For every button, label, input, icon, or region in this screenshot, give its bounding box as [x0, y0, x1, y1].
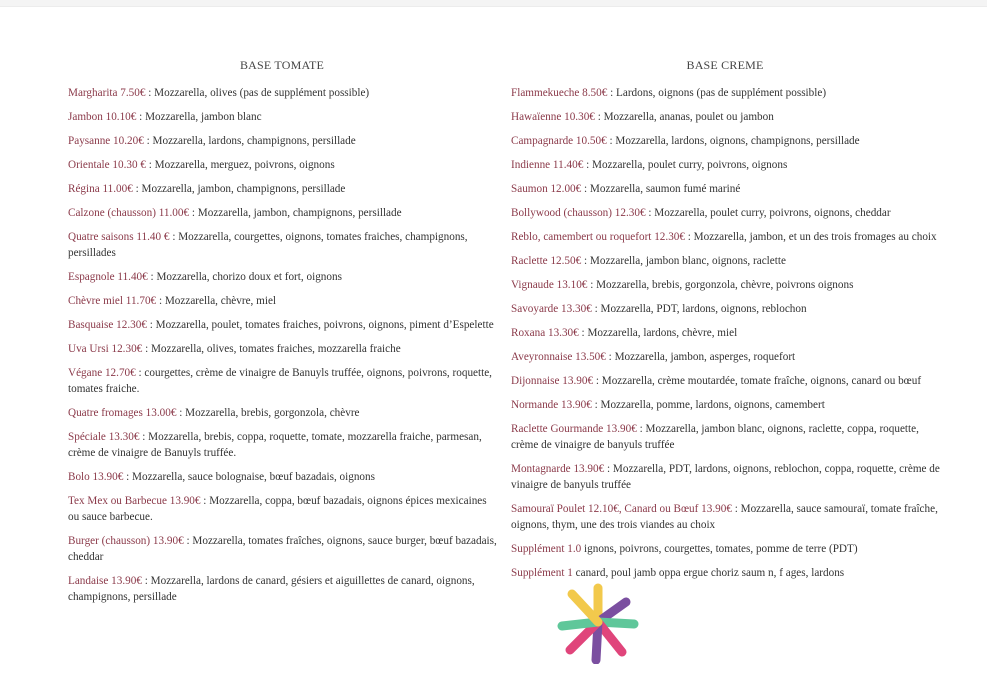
menu-item-name: Margharita 7.50€ — [68, 87, 146, 99]
menu-item — [68, 181, 500, 197]
menu-item-name: Dijonnaise 13.90€ — [511, 375, 594, 387]
menu-item — [68, 157, 500, 173]
menu-item-description: : Mozzarella, saumon fumé mariné — [581, 183, 741, 195]
menu-item-description: : Mozzarella, courgettes, oignons, tomates fraiches, champignons, persillades — [68, 231, 468, 259]
section-title-base-tomate: BASE TOMATE — [239, 58, 325, 72]
menu-item-name: Hawaïenne 10.30€ — [511, 111, 595, 123]
menu-item-description: : Mozzarella, poulet curry, poivrons, oignons — [583, 159, 788, 171]
menu-item-name: Calzone (chausson) 11.00€ — [68, 207, 190, 219]
menu-column-base-creme — [511, 58, 943, 589]
menu-item-description: : Mozzarella, crème moutardée, tomate fraîche, oignons, canard ou bœuf — [593, 375, 922, 387]
menu-item — [68, 493, 500, 525]
pizza-list-tomate — [68, 85, 500, 605]
menu-item-description: : Mozzarella, jambon blanc, oignons, raclette, coppa, roquette, crème de vinaigre de banyuls truffée — [511, 423, 919, 451]
menu-item-description: : Mozzarella, PDT, lardons, oignons, reblochon — [591, 303, 807, 315]
menu-item-description: : Mozzarella, olives (pas de supplément possible) — [145, 87, 370, 99]
menu-item — [68, 229, 500, 261]
menu-item — [68, 429, 500, 461]
menu-item — [68, 205, 500, 221]
menu-item-name: Quatre saisons 11.40 € — [68, 231, 170, 243]
menu-item-name: Chèvre miel 11.70€ — [68, 295, 157, 307]
menu-item-name: Raclette 12.50€ — [511, 255, 582, 267]
menu-item-name: Bolo 13.90€ — [68, 471, 124, 483]
menu-item-description: : Mozzarella, sauce bolognaise, bœuf bazadais, oignons — [123, 471, 375, 483]
pizza-list-creme — [511, 85, 943, 581]
menu-item — [511, 501, 943, 533]
menu-item — [68, 341, 500, 357]
menu-item-description: : Mozzarella, lardons de canard, gésiers et aiguillettes de canard, oignons, champignons, persillade — [68, 575, 475, 603]
menu-item — [511, 109, 943, 125]
menu-item-name: Samouraï Poulet 12.10€, Canard ou Bœuf 13.90€ — [511, 503, 732, 515]
menu-item-name: Montagnarde 13.90€ — [511, 463, 605, 475]
menu-item — [511, 421, 943, 453]
menu-item-description: : Mozzarella, tomates fraîches, oignons, sauce burger, bœuf bazadais, cheddar — [68, 535, 497, 563]
menu-item — [68, 85, 500, 101]
menu-item-name: Jambon 10.10€ — [68, 111, 137, 123]
menu-item-description: : Mozzarella, pomme, lardons, oignons, camembert — [591, 399, 825, 411]
menu-item-name: Indienne 11.40€ — [511, 159, 584, 171]
menu-item-description: : Mozzarella, jambon, asperges, roquefort — [605, 351, 796, 363]
menu-item-description: : Mozzarella, brebis, gorgonzola, chèvre, poivrons oignons — [587, 279, 854, 291]
menu-item-description: : courgettes, crème de vinaigre de Banuyls truffée, oignons, poivrons, roquette, tomates fraiche. — [68, 367, 492, 395]
menu-item-description: : Mozzarella, ananas, poulet ou jambon — [594, 111, 774, 123]
menu-item-name: Savoyarde 13.30€ — [511, 303, 592, 315]
menu-item-description: : Mozzarella, olives, tomates fraiches, mozzarella fraiche — [142, 343, 401, 355]
menu-item-name: Landaise 13.90€ — [68, 575, 142, 587]
menu-item — [68, 269, 500, 285]
menu-item-name: Raclette Gourmande 13.90€ — [511, 423, 637, 435]
menu-item-description: canard, poul jamb oppa ergue choriz saum n, f ages, lardons — [572, 567, 845, 579]
menu-item-name: Flammekueche 8.50€ — [511, 87, 608, 99]
menu-item-description: : Mozzarella, lardons, chèvre, miel — [578, 327, 738, 339]
menu-item-description: : Mozzarella, chorizo doux et fort, oignons — [147, 271, 342, 283]
menu-item-description: : Mozzarella, PDT, lardons, oignons, reblochon, coppa, roquette, crème de vinaigre de banyuls truffée — [511, 463, 940, 491]
menu-item-name: Aveyronnaise 13.50€ — [511, 351, 606, 363]
menu-item-description: : Mozzarella, coppa, bœuf bazadais, oignons épices mexicaines ou sauce barbecue. — [68, 495, 487, 523]
menu-item-name: Quatre fromages 13.00€ — [68, 407, 177, 419]
menu-item-name: Campagnarde 10.50€ — [511, 135, 607, 147]
menu-item — [511, 229, 943, 245]
menu-item — [511, 277, 943, 293]
menu-item-description: : Lardons, oignons (pas de supplément possible) — [607, 87, 827, 99]
menu-item-name: Spéciale 13.30€ — [68, 431, 140, 443]
menu-item-description: : Mozzarella, jambon blanc — [136, 111, 262, 123]
menu-item-description: : Mozzarella, poulet, tomates fraiches, poivrons, oignons, piment d’Espelette — [146, 319, 494, 331]
menu-item — [511, 565, 943, 581]
menu-item — [68, 405, 500, 421]
menu-column-base-tomate — [68, 58, 500, 613]
menu-item-description: : Mozzarella, brebis, gorgonzola, chèvre — [176, 407, 360, 419]
menu-item-name: Roxana 13.30€ — [511, 327, 579, 339]
menu-item-name: Burger (chausson) 13.90€ — [68, 535, 184, 547]
menu-item — [68, 533, 500, 565]
menu-item — [511, 133, 943, 149]
menu-item-description: : Mozzarella, lardons, champignons, persillade — [143, 135, 356, 147]
menu-item-description: : Mozzarella, jambon, et un des trois fromages au choix — [684, 231, 937, 243]
menu-item-name: Uva Ursi 12.30€ — [68, 343, 143, 355]
page-top-edge — [0, 0, 987, 7]
menu-item-name: Orientale 10.30 € — [68, 159, 146, 171]
menu-item — [511, 349, 943, 365]
menu-item-description: : Mozzarella, chèvre, miel — [156, 295, 277, 307]
menu-item — [511, 205, 943, 221]
menu-item — [68, 573, 500, 605]
menu-item-name: Paysanne 10.20€ — [68, 135, 144, 147]
menu-item-description: : Mozzarella, jambon blanc, oignons, raclette — [581, 255, 786, 267]
menu-item-name: Supplément 1 — [511, 567, 573, 579]
menu-item-description: : Mozzarella, jambon, champignons, persillade — [132, 183, 346, 195]
section-title-base-creme: BASE CREME — [686, 58, 764, 72]
menu-item-name: Vignaude 13.10€ — [511, 279, 588, 291]
menu-item-name: Tex Mex ou Barbecue 13.90€ — [68, 495, 201, 507]
menu-item-name: Reblo, camembert ou roquefort 12.30€ — [511, 231, 685, 243]
menu-item — [511, 301, 943, 317]
menu-item — [511, 461, 943, 493]
menu-item-description: ignons, poivrons, courgettes, tomates, pomme de terre (PDT) — [581, 543, 858, 555]
menu-item-name: Espagnole 11.40€ — [68, 271, 148, 283]
menu-item-name: Végane 12.70€ — [68, 367, 136, 379]
menu-item — [68, 293, 500, 309]
menu-item — [511, 85, 943, 101]
menu-item-description: : Mozzarella, jambon, champignons, persillade — [189, 207, 402, 219]
menu-item — [511, 325, 943, 341]
menu-item — [511, 541, 943, 557]
menu-item-name: Basquaise 12.30€ — [68, 319, 147, 331]
menu-item — [68, 469, 500, 485]
menu-item-description: : Mozzarella, poulet curry, poivrons, oignons, cheddar — [645, 207, 891, 219]
menu-item — [68, 109, 500, 125]
menu-item — [68, 317, 500, 333]
menu-item-name: Saumon 12.00€ — [511, 183, 582, 195]
menu-item — [511, 157, 943, 173]
menu-item-description: : Mozzarella, sauce samouraï, tomate fraîche, oignons, thym, une des trois viandes au choix — [511, 503, 938, 531]
menu-item-name: Normande 13.90€ — [511, 399, 592, 411]
menu-item-name: Bollywood (chausson) 12.30€ — [511, 207, 646, 219]
pinwheel-logo-icon — [556, 580, 640, 664]
menu-item — [68, 365, 500, 397]
menu-item — [511, 397, 943, 413]
menu-item — [68, 133, 500, 149]
menu-item-name: Supplément 1.0 — [511, 543, 582, 555]
menu-item-description: : Mozzarella, lardons, oignons, champignons, persillade — [606, 135, 860, 147]
menu-item — [511, 373, 943, 389]
menu-item-description: : Mozzarella, merguez, poivrons, oignons — [145, 159, 335, 171]
menu-item-name: Régina 11.00€ — [68, 183, 133, 195]
menu-item — [511, 253, 943, 269]
menu-item-description: : Mozzarella, brebis, coppa, roquette, tomate, mozzarella fraiche, parmesan, crème de vinaigre de Banuyls truffée. — [68, 431, 482, 459]
menu-item — [511, 181, 943, 197]
